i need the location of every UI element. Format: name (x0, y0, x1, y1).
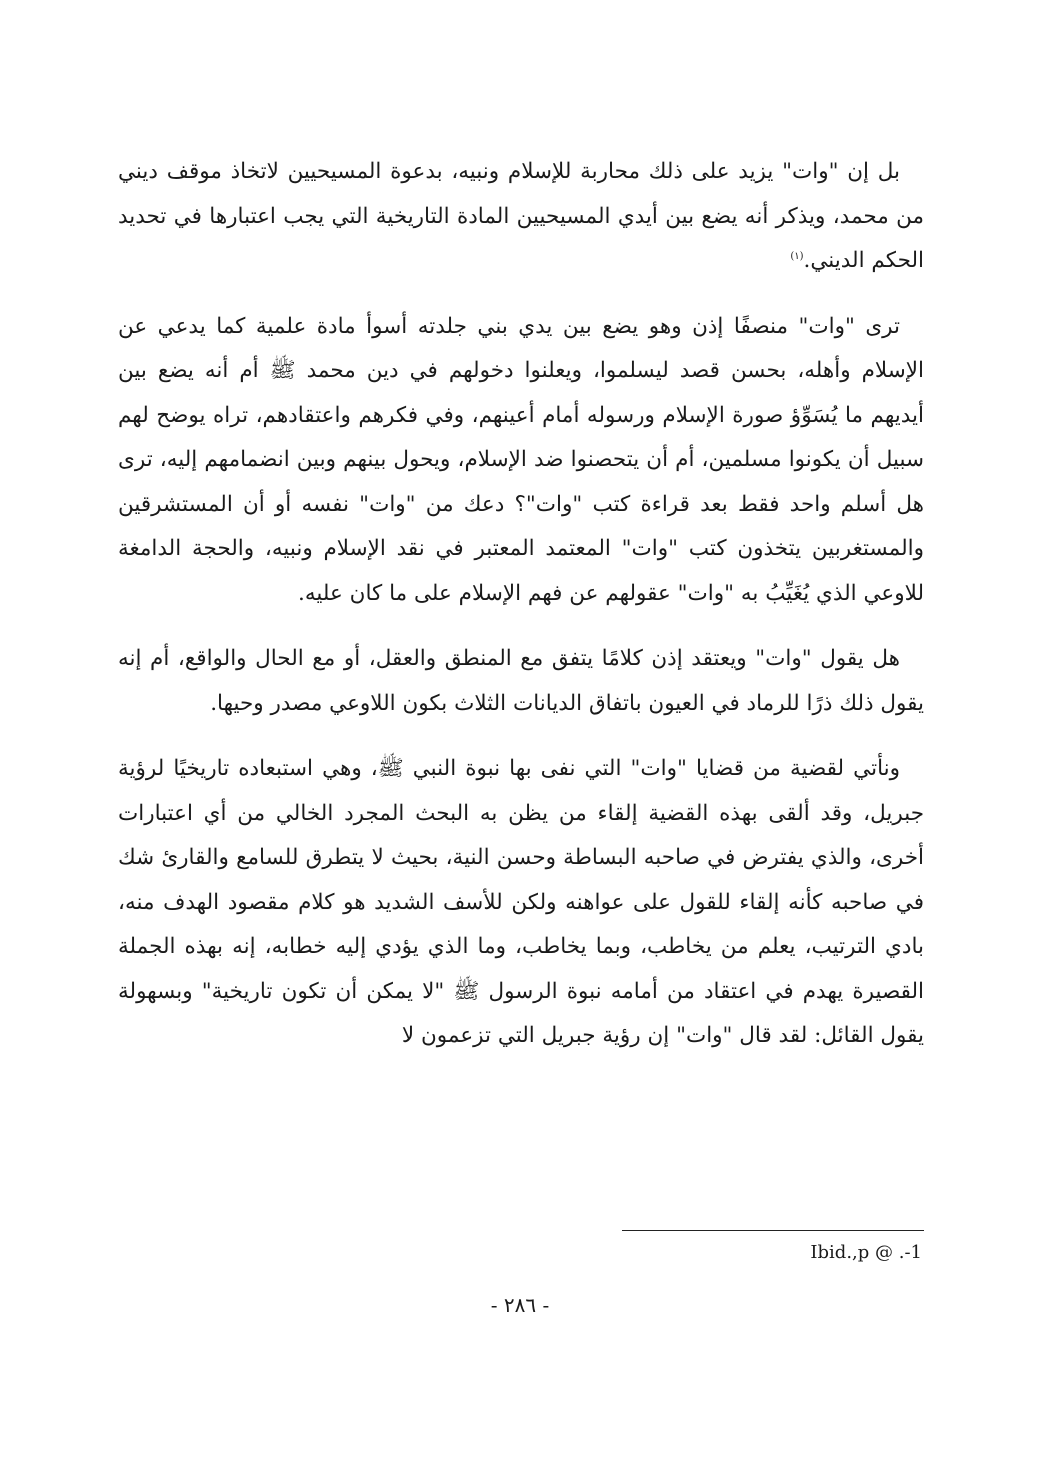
page-number: - ٢٨٦ - (490, 1293, 550, 1317)
footnote-divider (622, 1230, 924, 1231)
paragraph-2: ترى "وات" منصفًا إذن وهو يضع بين يدي بني جلدته أسوأ مادة علمية كما يدعي عن الإسلام وأهله، بحسن قصد ليسلموا، ويعلنوا دخولهم في دين محمد ﷺ أم أنه يضع بين أيديهم ما يُسَوِّؤ صورة الإسلام ورسوله أمام أعينهم، وفي فكرهم واعتقادهم، تراه يوضح لهم سبيل أن يكونوا مسلمين، أم أن يتحصنوا ضد الإسلام، ويحول بينهم وبين انضمامهم إليه، ترى هل أسلم واحد فقط بعد قراءة كتب "وات"؟ دعك من "وات" نفسه أو أن المستشرقين والمستغربين يتخذون كتب "وات" المعتمد المعتبر في نقد الإسلام ونبيه، والحجة الدامغة للاوعي الذي يُغَيِّبُ به "وات" عقولهم عن فهم الإسلام على ما كان عليه. (118, 313, 924, 606)
paragraph-1-text: بل إن "وات" يزيد على ذلك محاربة للإسلام ونبيه، بدعوة المسيحيين لاتخاذ موقف ديني من محمد، ويذكر أنه يضع بين أيدي المسيحيين المادة التاريخية التي يجب اعتبارها في تحديد الحكم الديني. (118, 159, 924, 273)
footnote: Ibid.,p @ .-1 (810, 1242, 922, 1263)
body-text (118, 150, 924, 1080)
paragraph-1 (118, 150, 924, 284)
paragraph-4: ونأتي لقضية من قضايا "وات" التي نفى بها نبوة النبي ﷺ، وهي استبعاده تاريخيًا لرؤية جبريل، وقد ألقى بهذه القضية إلقاء من يظن به البحث المجرد الخالي من أي اعتبارات أخرى، والذي يفترض في صاحبه البساطة وحسن النية، بحيث لا يتطرق للسامع والقارئ شك في صاحبه كأنه إلقاء للقول على عواهنه ولكن للأسف الشديد هو كلام مقصود الهدف منه، بادي الترتيب، يعلم من يخاطب، وبما يخاطب، وما الذي يؤدي إليه خطابه، إنه بهذه الجملة القصيرة يهدم في اعتقاد من أمامه نبوة الرسول ﷺ "لا يمكن أن تكون تاريخية" وبسهولة يقول القائل: لقد قال "وات" إن رؤية جبريل التي تزعمون لا (118, 756, 924, 1048)
footnote-marker: (١) (790, 250, 804, 262)
paragraph-3: هل يقول "وات" ويعتقد إذن كلامًا يتفق مع المنطق والعقل، أو مع الحال والواقع، أم إنه يقول ذلك ذرًا للرماد في العيون باتفاق الديانات الثلاث بكون اللاوعي مصدر وحيها. (118, 646, 924, 716)
